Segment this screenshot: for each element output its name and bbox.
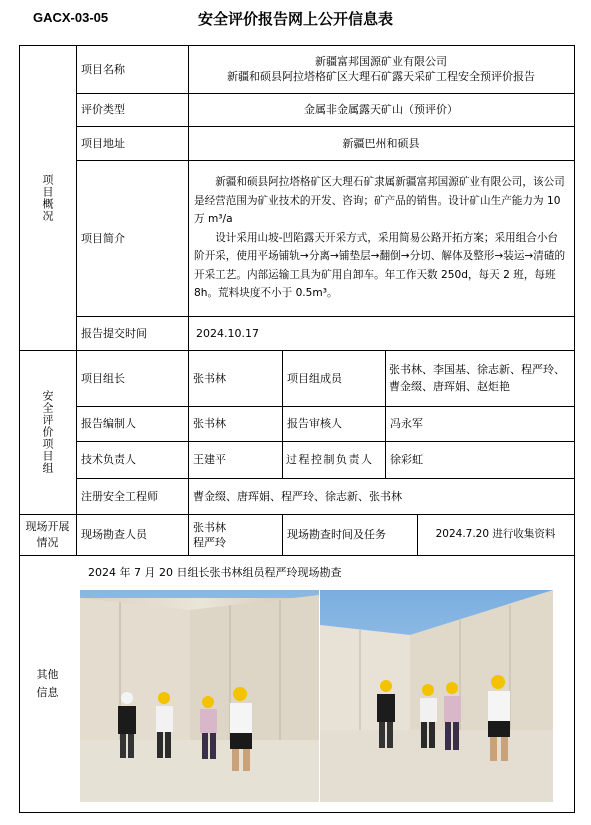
site-photo-2 [320,590,553,802]
eval-type-label: 评价类型 [81,103,125,116]
project-name-value [188,45,574,93]
site-time-value: 2024.7.20 进行收集资料 [435,528,556,540]
tech-lead-value: 王建平 [193,453,226,466]
intro-paragraph-1: 新疆和硕县阿拉塔格矿区大理石矿隶属新疆富邦国源矿业有限公司，该公司是经营范围为矿业技术的开发、咨询；矿产品的销售。设计矿山生产能力为 10 万 m³/a [194,176,565,226]
tech-lead-label: 技术负责人 [81,453,136,466]
leader-label: 项目组长 [81,371,125,385]
site-staff-1: 张书林 [193,520,226,534]
photo-caption: 2024 年 7 月 20 日组长张书林组员程严玲现场勘查 [88,565,342,579]
site-staff-value [188,514,282,555]
author-label: 报告编制人 [81,417,136,430]
section-label-other: 其他信息 [36,667,59,699]
submit-time-label: 报告提交时间 [81,326,147,340]
engineers-label: 注册安全工程师 [81,489,158,503]
site-time-label: 现场勘查时间及任务 [287,528,386,541]
site-staff-label: 现场勘查人员 [81,528,147,541]
section-label-site: 现场开展情况 [25,519,70,549]
members-label: 项目组成员 [287,371,342,385]
members-value: 张书林、李国基、徐志新、程严玲、曹金缀、唐珲娟、赵炬艳 [389,363,565,393]
project-intro-label: 项目简介 [81,231,125,245]
site-photo-1-image [80,590,319,802]
reviewer-value: 冯永军 [390,417,423,430]
intro-paragraph-2: 设计采用山坡-凹陷露天开采方式，采用简易公路开拓方案；采用组合小台阶开采，使用平场铺轨→分离→铺垫层→翻倒→分切、解体及整形→装运→清碴的开采工艺。内部运输工具为矿用自卸车。年工作天数 250d，每天 2 班，每班 8h。荒料块度不小于 0.5m³。 [194,231,566,300]
engineers-value: 曹金缀、唐珲娟、程严玲、徐志新、张书林 [193,489,402,503]
site-photo-1 [80,590,319,802]
reviewer-label: 报告审核人 [287,417,342,430]
process-control-label: 过程控制负责人 [286,452,374,466]
form-code: GACX-03-05 [33,10,109,25]
page-title: 安全评价报告网上公开信息表 [197,10,393,28]
section-label-team: 安全评价项目组 [41,390,54,474]
project-intro-value [188,160,574,316]
submit-time-value: 2024.10.17 [196,326,259,340]
author-value: 张书林 [193,417,226,430]
leader-value: 张书林 [193,371,226,385]
project-name-label: 项目名称 [81,62,125,76]
process-control-value: 徐彩虹 [390,453,423,466]
project-address-label: 项目地址 [81,136,125,150]
section-label-overview: 项目概况 [41,173,54,222]
eval-type-value: 金属非金属露天矿山（预评价） [304,103,458,116]
site-photo-2-image [320,590,553,802]
report-name: 新疆和硕县阿拉塔格矿区大理石矿露天采矿工程安全预评价报告 [227,70,535,83]
site-staff-2: 程严玲 [193,535,226,549]
project-address-value: 新疆巴州和硕县 [342,136,420,150]
company-name: 新疆富邦国源矿业有限公司 [315,55,447,68]
